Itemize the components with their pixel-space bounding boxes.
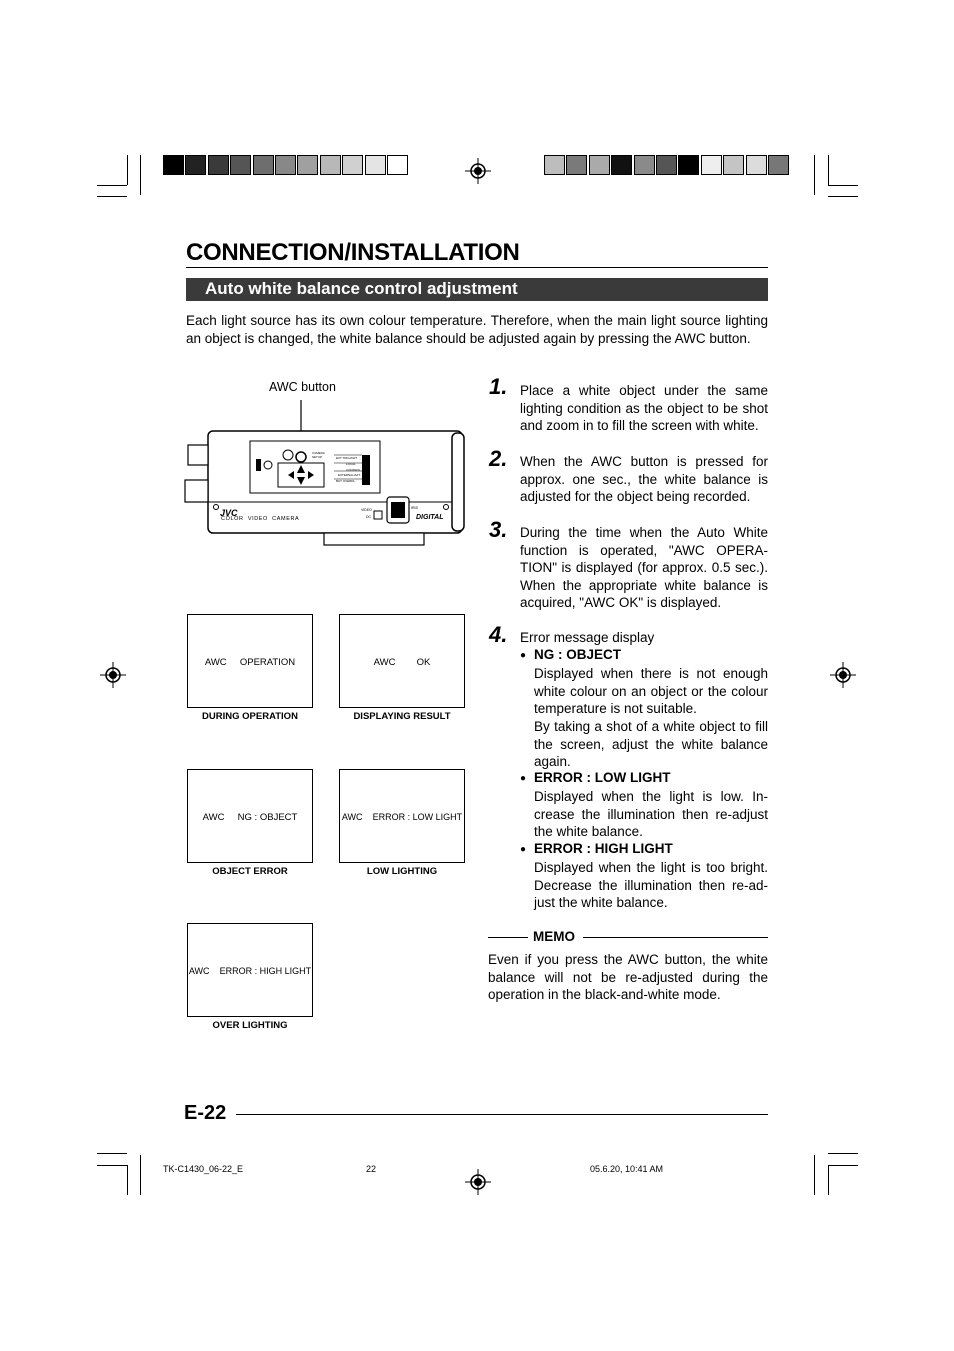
error-heading: ERROR : HIGH LIGHT xyxy=(534,841,673,856)
panel-label-camera-setup: CAMERA SETUP xyxy=(312,451,325,459)
step-text: During the time when the Auto White function is operated, "AWC OPERA-TION" is displayed (for approx. 0.5 sec.). When the appropriate white balance is acquired, "AWC OK" is displayed. xyxy=(520,525,768,611)
color-swatch xyxy=(678,155,699,175)
screen-message: ERROR : LOW LIGHT xyxy=(372,812,463,822)
panel-label: EXTERNAL/AFT xyxy=(338,473,361,477)
color-swatch xyxy=(544,155,565,175)
footer-file-name: TK-C1430_06-22_E xyxy=(163,1164,244,1174)
step-text: When the AWC button is pressed for approx. one sec., the white balance is adjusted for the object being recorded. xyxy=(520,454,768,505)
crop-mark xyxy=(828,1153,858,1154)
error-description: Displayed when there is not enough white colour on an object or the colour temperature is not suitable. xyxy=(534,666,768,717)
step-number: 3. xyxy=(489,517,508,542)
color-swatch xyxy=(723,155,744,175)
color-swatch xyxy=(634,155,655,175)
screen-message: OK xyxy=(416,657,431,668)
screen-low-lighting xyxy=(339,769,465,863)
screen-caption: DURING OPERATION xyxy=(202,711,298,722)
screen-awc-label: AWC xyxy=(373,657,396,668)
error-heading: NG : OBJECT xyxy=(534,647,622,662)
crop-mark xyxy=(814,155,815,195)
crop-mark xyxy=(140,155,141,195)
color-swatch xyxy=(611,155,632,175)
crop-mark xyxy=(828,155,829,185)
panel-label: EXT TRIG/AWT xyxy=(336,456,358,460)
bullet-icon: ● xyxy=(520,844,527,855)
section-title: Auto white balance control adjustment xyxy=(205,279,518,298)
crop-mark xyxy=(814,1155,815,1195)
crop-mark xyxy=(97,196,127,197)
crop-mark xyxy=(127,1165,128,1195)
memo-rule-right xyxy=(583,937,768,938)
panel-label: LOCAL xyxy=(346,462,356,466)
screen-caption: LOW LIGHTING xyxy=(366,866,438,877)
screen-awc-label: AWC xyxy=(204,657,227,668)
color-swatch xyxy=(208,155,229,175)
screen-caption: OBJECT ERROR xyxy=(212,866,288,877)
crop-mark xyxy=(97,185,127,186)
step-text: Error message display xyxy=(520,630,655,645)
panel-label: DC xyxy=(366,515,372,519)
title-rule xyxy=(186,267,768,268)
color-swatch xyxy=(320,155,341,175)
bullet-icon: ● xyxy=(520,650,527,661)
color-swatch xyxy=(701,155,722,175)
crop-mark xyxy=(828,1165,858,1166)
crop-mark xyxy=(828,185,858,186)
error-description: Displayed when the light is low. In-crease the illumination then re-adjust the white balance. xyxy=(534,789,768,840)
color-swatch xyxy=(566,155,587,175)
memo-text: Even if you press the AWC button, the white balance will not be re-adjusted during the operation in the black-and-white mode. xyxy=(488,952,768,1003)
screen-message: NG : OBJECT xyxy=(237,812,298,823)
color-swatch xyxy=(768,155,789,175)
memo-label: MEMO xyxy=(533,929,575,944)
color-swatch xyxy=(163,155,184,175)
screen-awc-label: AWC xyxy=(341,812,363,822)
camera-illustration xyxy=(184,395,466,550)
page-number: E-22 xyxy=(184,1102,227,1124)
color-swatch xyxy=(253,155,274,175)
color-swatch xyxy=(297,155,318,175)
color-swatch xyxy=(230,155,251,175)
panel-label: VIDEO xyxy=(361,508,372,512)
footer-date: 05.6.20, 10:41 AM xyxy=(590,1164,664,1174)
error-advice: By taking a shot of a white object to fill the screen, adjust the white balance again. xyxy=(534,719,768,770)
bullet-icon: ● xyxy=(520,773,527,784)
camera-model-line: COLOR VIDEO CAMERA xyxy=(221,516,300,522)
page-title: CONNECTION/INSTALLATION xyxy=(186,239,520,266)
crop-mark xyxy=(97,1153,127,1154)
camera-digital-logo: DIGITAL xyxy=(416,514,444,521)
color-swatch xyxy=(275,155,296,175)
step-number: 4. xyxy=(489,622,508,647)
color-swatch xyxy=(656,155,677,175)
color-swatch xyxy=(746,155,767,175)
awc-button-callout: AWC button xyxy=(269,380,336,394)
screen-message: ERROR : HIGH LIGHT xyxy=(219,966,312,976)
crop-mark xyxy=(127,155,128,185)
panel-label: BUT OVERDL xyxy=(336,479,356,483)
color-swatch xyxy=(365,155,386,175)
color-swatch xyxy=(589,155,610,175)
screen-displaying-result xyxy=(339,614,465,708)
step-number: 2. xyxy=(489,446,508,471)
color-swatch xyxy=(185,155,206,175)
color-swatch xyxy=(387,155,408,175)
registration-mark-icon xyxy=(830,662,856,688)
crop-mark xyxy=(97,1165,127,1166)
crop-mark xyxy=(140,1155,141,1195)
crop-mark xyxy=(828,196,858,197)
screen-caption: OVER LIGHTING xyxy=(212,1020,288,1031)
registration-mark-icon xyxy=(465,158,491,184)
screen-caption: DISPLAYING RESULT xyxy=(353,711,451,722)
screen-awc-label: AWC xyxy=(202,812,225,823)
panel-label: CONTROL xyxy=(346,468,361,472)
screen-message: OPERATION xyxy=(239,657,296,668)
intro-paragraph: Each light source has its own colour temperature. Therefore, when the main light source lighting an object is changed, the white balance should be adjusted again by pressing the AWC button. xyxy=(186,313,768,346)
screen-object-error xyxy=(187,769,313,863)
footer-page: 22 xyxy=(366,1164,377,1174)
camera-brand-logo: JVC xyxy=(220,508,238,518)
registration-mark-icon xyxy=(465,1169,491,1195)
registration-mark-icon xyxy=(100,662,126,688)
crop-mark xyxy=(828,1165,829,1195)
error-description: Displayed when the light is too bright. Decrease the illumination then re-ad-just the white balance. xyxy=(534,860,768,911)
screen-over-lighting xyxy=(187,923,313,1017)
screen-awc-label: AWC xyxy=(188,966,210,976)
step-number: 1. xyxy=(489,374,508,399)
screen-during-operation xyxy=(187,614,313,708)
memo-rule-left xyxy=(488,937,528,938)
color-swatch xyxy=(342,155,363,175)
panel-label: IRIS xyxy=(411,506,418,510)
footer-rule xyxy=(236,1114,768,1115)
error-heading: ERROR : LOW LIGHT xyxy=(534,770,671,785)
step-text: Place a white object under the same lighting condition as the object to be shot and zoom in to fill the screen with white. xyxy=(520,383,768,434)
